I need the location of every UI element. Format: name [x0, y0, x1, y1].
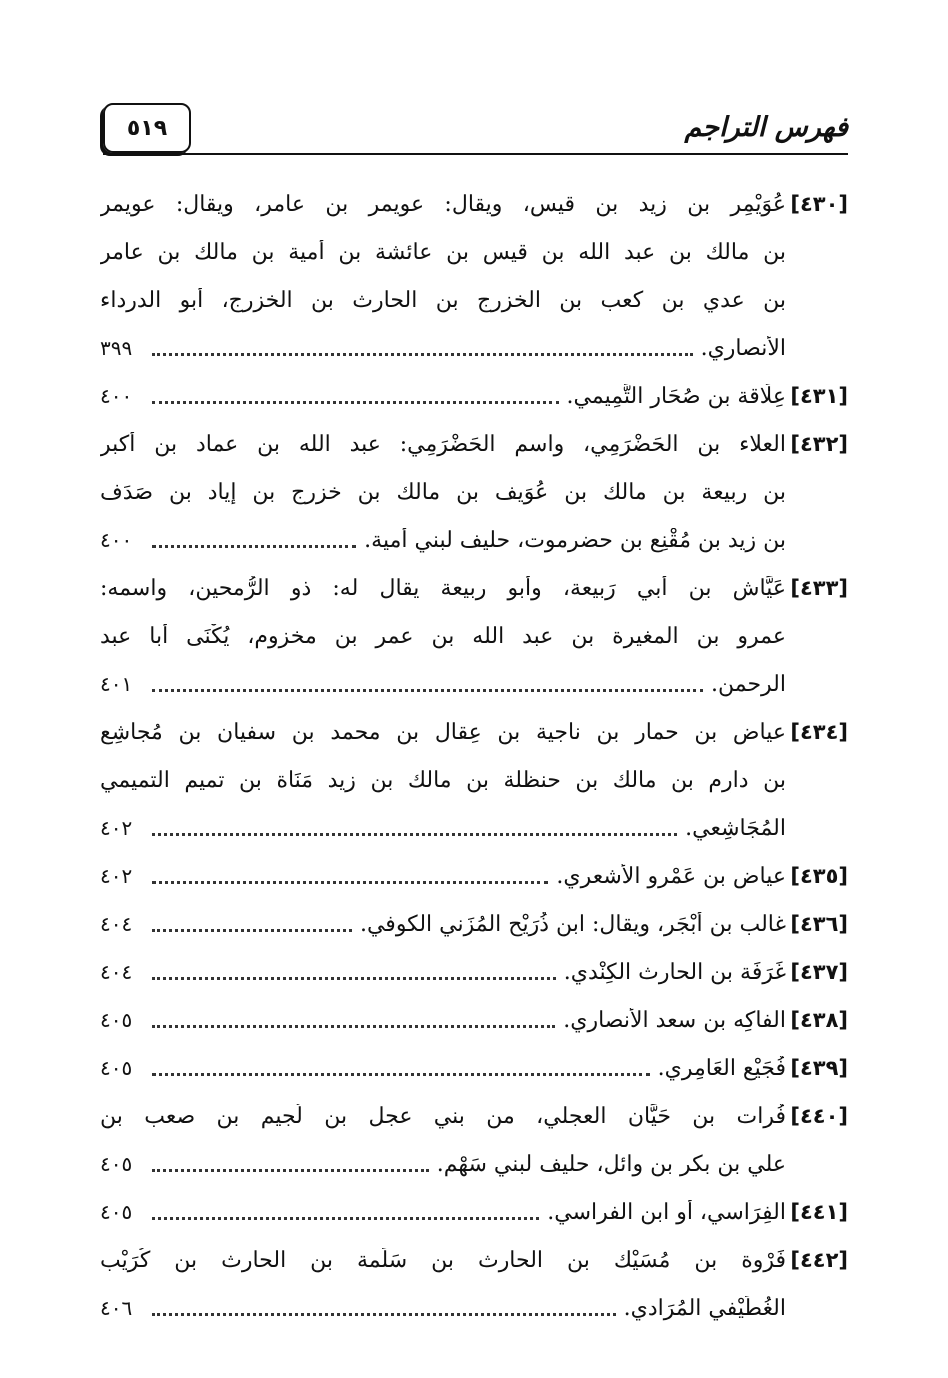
entry-number: [٤٣٢]: [790, 432, 848, 456]
entry-text: فَرْوة بن مُسَيْك بن الحارث بن سَلَمة بن الحارث بن كُرَيْب: [100, 1247, 786, 1273]
entry-number: [٤٣٥]: [790, 864, 848, 888]
entry-text: المُجَاشِعي.: [685, 815, 786, 841]
entry-page-number: ٤٠٢: [100, 864, 133, 888]
entry-page-number: ٤٠٥: [100, 1152, 133, 1176]
entry-line: [100, 708, 848, 756]
entry-line: [100, 468, 848, 516]
entry-final-line: [100, 900, 848, 948]
entry-final-line: [100, 996, 848, 1044]
entry-final-line: [100, 516, 848, 564]
page-number: ٥١٩: [126, 115, 168, 141]
entry-page-number: ٤٠٥: [100, 1056, 133, 1080]
entry-text: بن زيد بن مُقْنِع بن حضرموت، حليف لبني أمية.: [364, 527, 786, 553]
dot-leader: [152, 1025, 555, 1028]
dot-leader: [152, 689, 703, 692]
entry-final-line: [100, 1188, 848, 1236]
entry-number: [٤٣٣]: [790, 576, 848, 600]
entry-text: الفاكِه بن سعد الأنصاري.: [563, 1007, 786, 1033]
entry-text: الفِرَاسي، أو ابن الفراسي.: [547, 1199, 786, 1225]
entry-final-line: [100, 1044, 848, 1092]
dot-leader: [152, 401, 559, 404]
entry-page-number: ٤٠١: [100, 672, 133, 696]
entry-line: [100, 612, 848, 660]
dot-leader: [152, 881, 548, 884]
entry-line: [100, 756, 848, 804]
entry-text: عُوَيْمِر بن زيد بن قيس، ويقال: عويمر بن عامر، ويقال: عويمر: [100, 191, 786, 217]
entry-number: [٤٣٠]: [790, 192, 848, 216]
entry-text: الغُطَيْفي المُرَادي.: [623, 1295, 786, 1321]
dot-leader: [152, 1169, 429, 1172]
entry-number: [٤٣١]: [790, 384, 848, 408]
dot-leader: [152, 833, 677, 836]
entry-text: بن عدي بن كعب بن الخزرج بن الحارث بن الخزرج، أبو الدرداء: [100, 287, 786, 313]
entry-text: فُجَيْع العَامِري.: [657, 1055, 786, 1081]
entry-page-number: ٤٠٤: [100, 912, 133, 936]
running-title: فهرس التراجم: [684, 112, 848, 143]
dot-leader: [152, 977, 556, 980]
entry-final-line: [100, 324, 848, 372]
entry-number: [٤٤٢]: [790, 1248, 848, 1272]
entry-number: [٤٣٧]: [790, 960, 848, 984]
entry-number: [٤٣٩]: [790, 1056, 848, 1080]
entry-line: [100, 180, 848, 228]
entry-text: عِلَاقة بن صُحَار التَّمِيمي.: [566, 383, 786, 409]
entry-text: عياض بن حمار بن ناجية بن عِقال بن محمد بن سفيان بن مُجاشِع: [100, 719, 786, 745]
index-entries: [100, 180, 848, 1332]
entry-page-number: ٤٠٠: [100, 528, 133, 552]
dot-leader: [152, 1073, 650, 1076]
entry-final-line: [100, 1140, 848, 1188]
entry-number: [٤٤٠]: [790, 1104, 848, 1128]
entry-page-number: ٤٠٥: [100, 1008, 133, 1032]
entry-text: العلاء بن الحَضْرَمِي، واسم الحَضْرَمِي: عبد الله بن عماد بن أكبر: [100, 431, 786, 457]
entry-page-number: ٤٠٥: [100, 1200, 133, 1224]
entry-text: فُرات بن حَيَّان العجلي، من بني عجل بن لُجيم بن صعب بن: [100, 1103, 786, 1129]
entry-page-number: ٤٠٠: [100, 384, 133, 408]
dot-leader: [152, 1217, 539, 1220]
dot-leader: [152, 1313, 616, 1316]
entry-text: بن مالك بن عبد الله بن قيس بن عائشة بن أمية بن مالك بن عامر: [100, 239, 786, 265]
dot-leader: [152, 545, 356, 548]
entry-line: [100, 228, 848, 276]
entry-line: [100, 420, 848, 468]
entry-final-line: [100, 1284, 848, 1332]
entry-page-number: ٤٠٤: [100, 960, 133, 984]
entry-page-number: ٣٩٩: [100, 336, 133, 360]
entry-text: عمرو بن المغيرة بن عبد الله بن عمر بن مخزوم، يُكْنَى أبا عبد: [100, 623, 786, 649]
entry-final-line: [100, 660, 848, 708]
entry-text: عياض بن عَمْرو الأشعري.: [556, 863, 786, 889]
dot-leader: [152, 353, 693, 356]
entry-page-number: ٤٠٢: [100, 816, 133, 840]
entry-final-line: [100, 804, 848, 852]
entry-page-number: ٤٠٦: [100, 1296, 133, 1320]
page-number-box: [103, 103, 191, 153]
entry-text: بن ربيعة بن مالك بن عُوَيف بن مالك بن خزرج بن إياد بن صَدَف: [100, 479, 786, 505]
entry-text: عَيَّاش بن أبي رَبيعة، وأبو ربيعة يقال له: ذو الرُّمحين، واسمه:: [100, 575, 786, 601]
entry-text: علي بن بكر بن وائل، حليف لبني سَهْم.: [436, 1151, 786, 1177]
entry-text: بن دارِم بن مالك بن حنظلة بن مالك بن زيد مَنَاة بن تميم التميمي: [100, 767, 786, 793]
entry-line: [100, 564, 848, 612]
entry-line: [100, 276, 848, 324]
entry-number: [٤٣٨]: [790, 1008, 848, 1032]
entry-number: [٤٤١]: [790, 1200, 848, 1224]
entry-line: [100, 1092, 848, 1140]
entry-final-line: [100, 372, 848, 420]
entry-number: [٤٣٦]: [790, 912, 848, 936]
dot-leader: [152, 929, 352, 932]
entry-final-line: [100, 852, 848, 900]
entry-text: غَرَفَة بن الحارث الكِنْدي.: [563, 959, 786, 985]
entry-text: الرحمن.: [710, 671, 786, 697]
entry-final-line: [100, 948, 848, 996]
entry-text: الأنصاري.: [700, 335, 786, 361]
entry-line: [100, 1236, 848, 1284]
header-rule: [103, 153, 848, 155]
entry-number: [٤٣٤]: [790, 720, 848, 744]
entry-text: غالب بن أَبْجَر، ويقال: ابن ذُرَيْح المُزَني الكوفي.: [359, 911, 786, 937]
